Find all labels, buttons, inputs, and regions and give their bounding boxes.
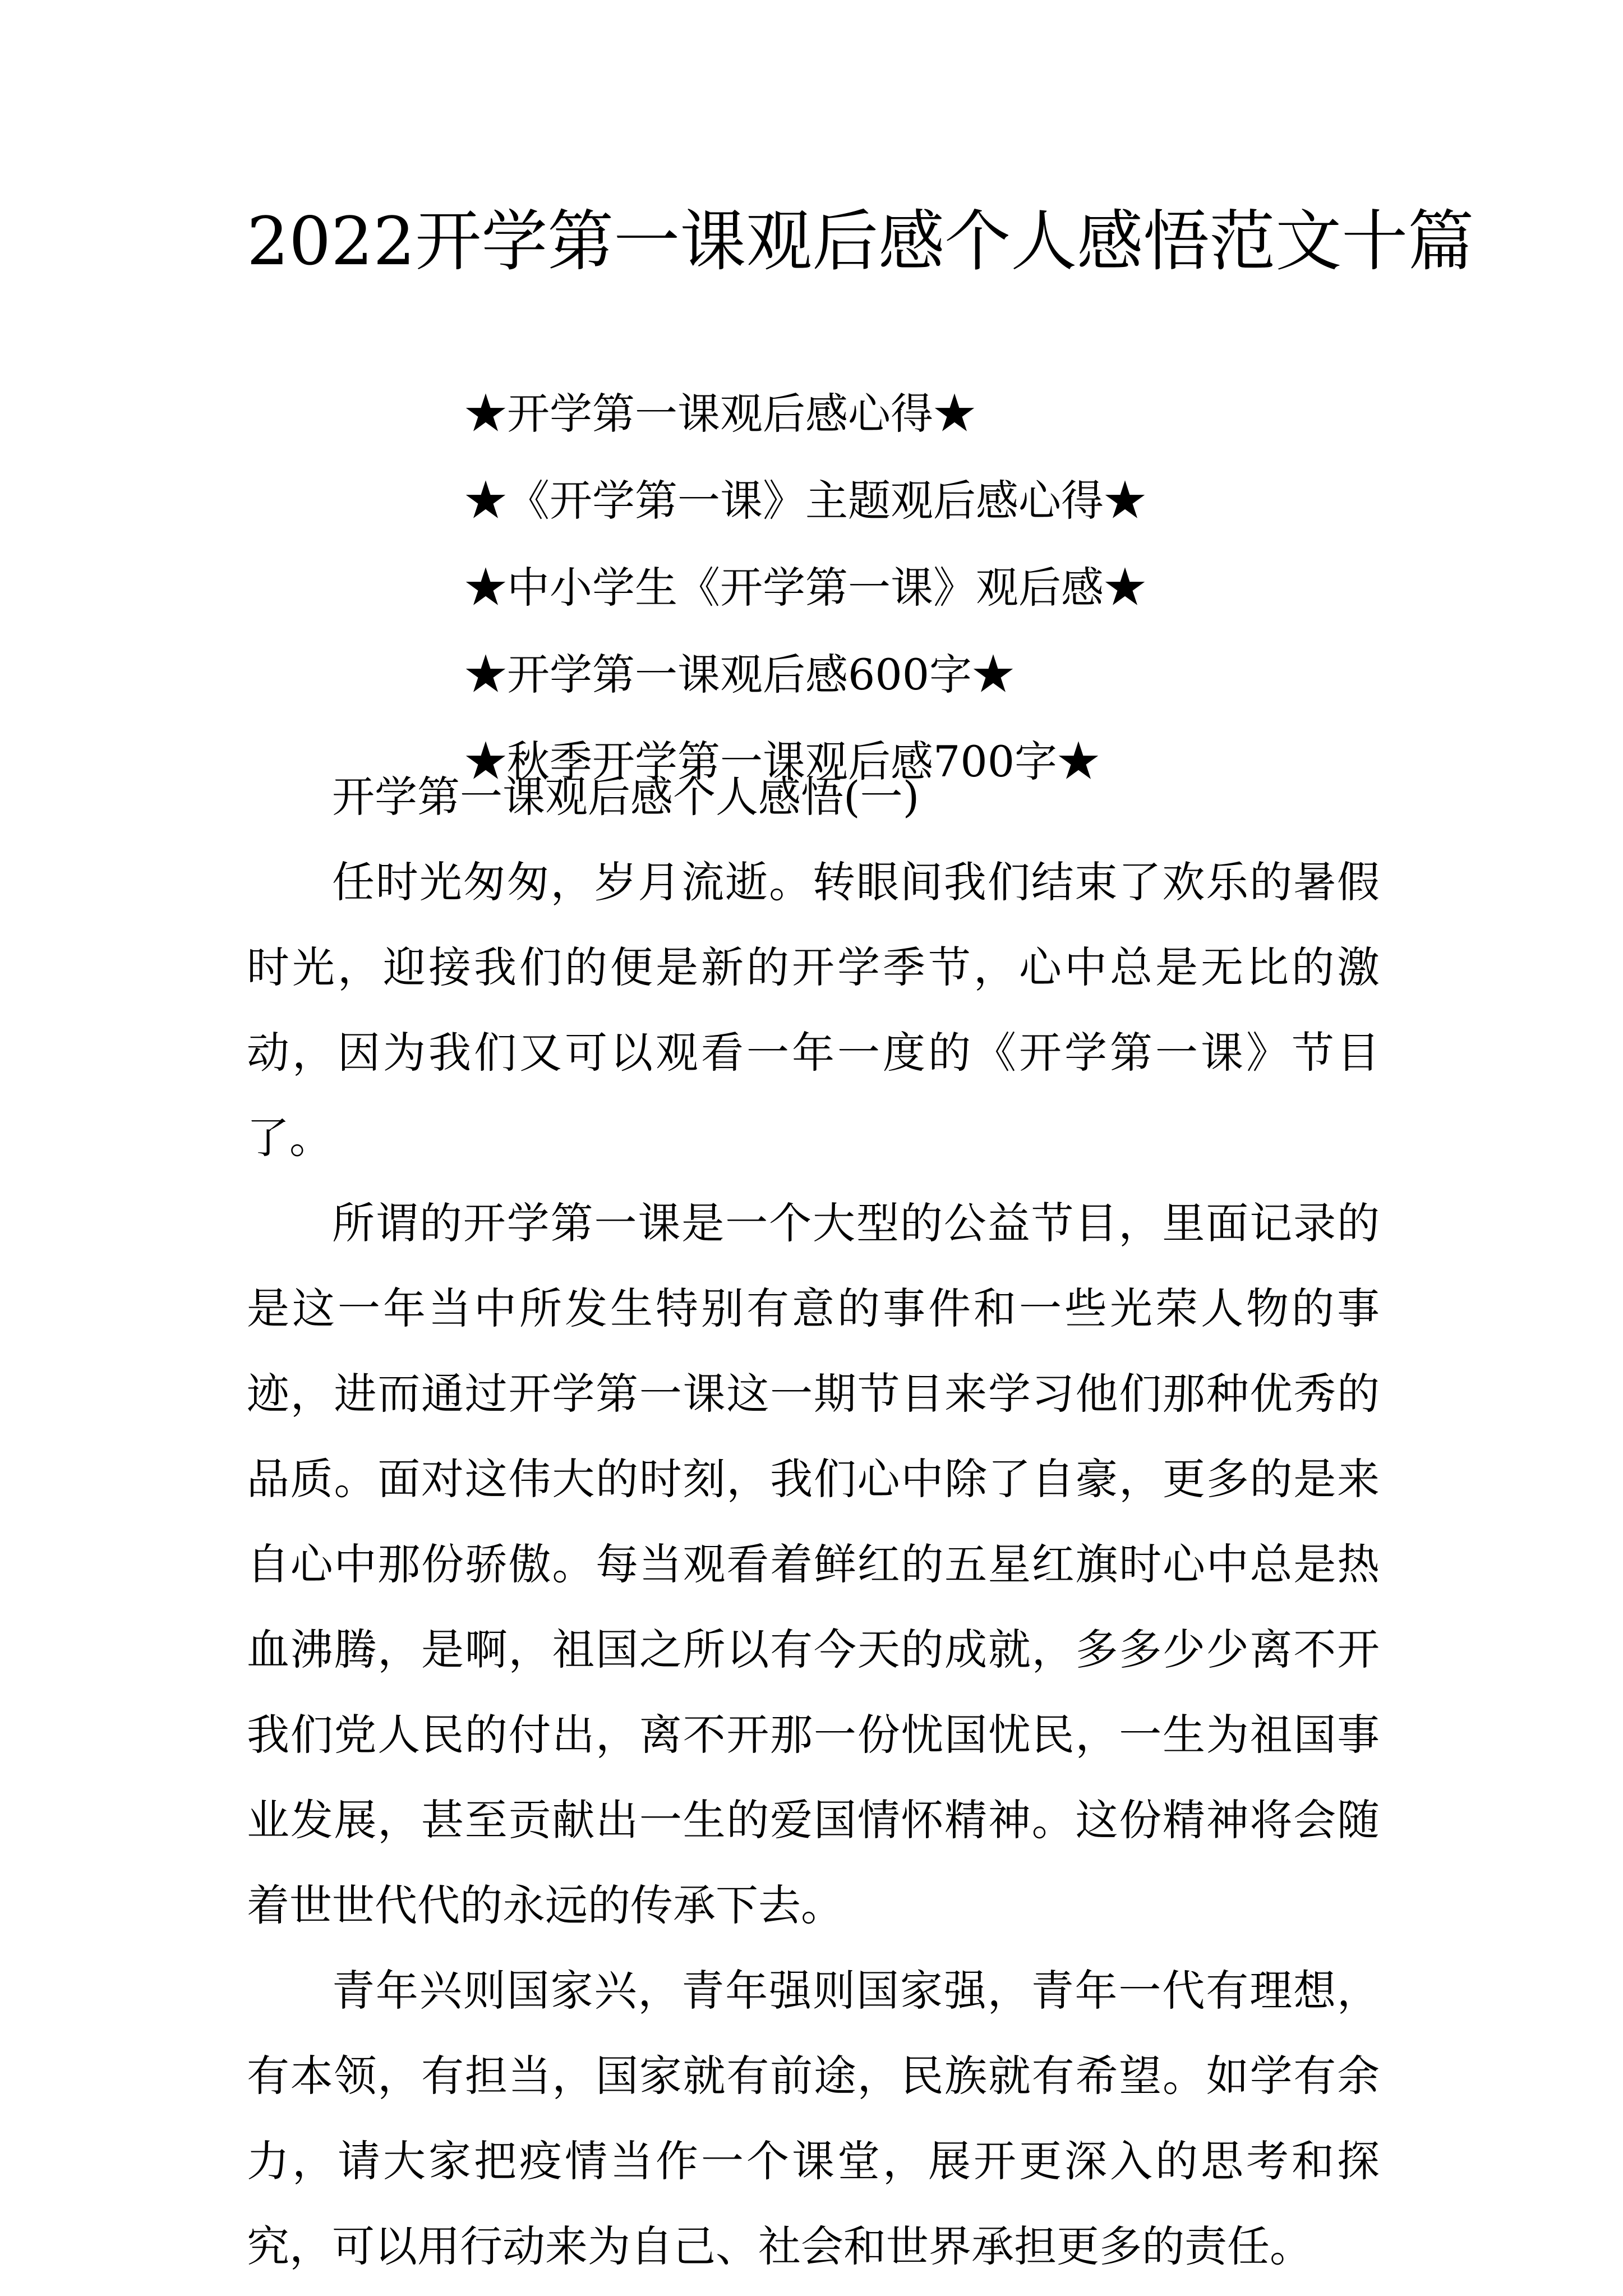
paragraph: 任时光匆匆，岁月流逝。转眼间我们结束了欢乐的暑假时光，迎接我们的便是新的开学季节，心中总是无比的激动，因为我们又可以观看一年一度的《开学第一课》节目了。 xyxy=(247,857,1380,1163)
paragraph: 所谓的开学第一课是一个大型的公益节目，里面记录的是这一年当中所发生特别有意的事件和一些光荣人物的事迹，进而通过开学第一课这一期节目来学习他们那种优秀的品质。面对这伟大的时刻，我们心中除了自豪，更多的是来自心中那份骄傲。每当观看着鲜红的五星红旗时心中总是热血沸腾，是啊，祖国之所以有今天的成就，多多少少离不开我们党人民的付出，离不开那一份忧国忧民，一生为祖国事业发展，甚至贡献出一生的爱国情怀精神。这份精神将会随着世世代代的永远的传承下去。 xyxy=(247,1198,1380,1930)
table-of-contents xyxy=(464,383,1146,818)
section-heading: 开学第一课观后感个人感悟(一) xyxy=(332,772,920,822)
toc-item: ★中小学生《开学第一课》观后感★ xyxy=(464,563,1146,613)
paragraph: 青年兴则国家兴，青年强则国家强，青年一代有理想，有本领，有担当，国家就有前途，民族就有希望。如学有余力，请大家把疫情当作一个课堂，展开更深入的思考和探究，可以用行动来为自己、社会和世界承担更多的责任。 xyxy=(247,1966,1380,2271)
toc-item: ★《开学第一课》主题观后感心得★ xyxy=(464,476,1146,526)
toc-item: ★秋季开学第一课观后感700字★ xyxy=(464,737,1100,786)
toc-item: ★开学第一课观后感600字★ xyxy=(464,650,1015,700)
body-text xyxy=(247,754,1380,2289)
document-title: 2022开学第一课观后感个人感悟范文十篇 xyxy=(247,203,1474,280)
toc-item: ★开学第一课观后感心得★ xyxy=(464,389,976,439)
